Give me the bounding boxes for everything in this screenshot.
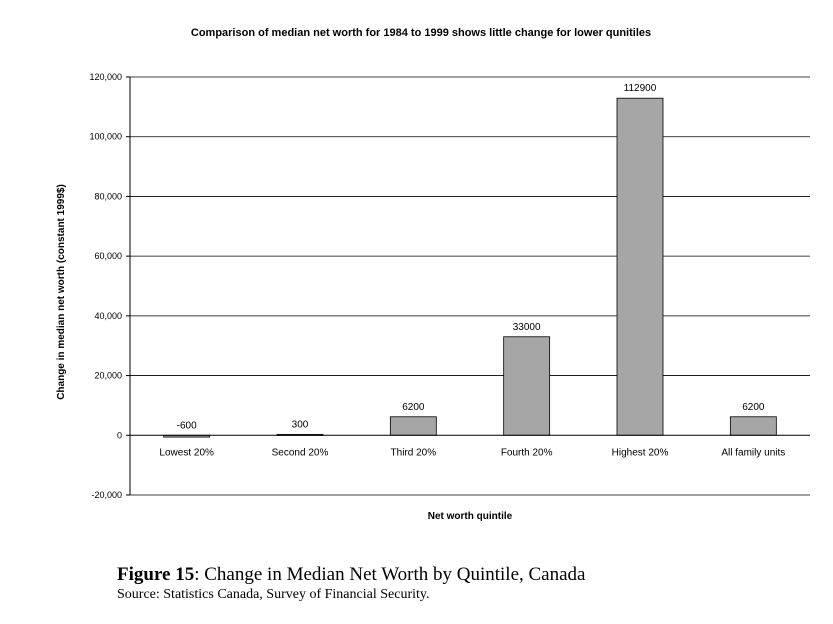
data-label: 33000 (512, 321, 541, 333)
x-tick-label: Fourth 20% (500, 447, 553, 459)
data-label: 6200 (402, 401, 425, 413)
x-tick-label: Third 20% (390, 447, 437, 459)
figure-caption (117, 564, 585, 604)
data-label: 300 (291, 419, 309, 431)
y-tick-label: 100,000 (89, 131, 122, 142)
y-tick-label: 60,000 (94, 251, 122, 262)
y-tick-label: 0 (116, 430, 122, 441)
x-axis-tick-labels (159, 447, 785, 458)
y-tick-label: 80,000 (94, 191, 122, 202)
bar (730, 417, 776, 436)
x-tick-label: Highest 20% (611, 447, 669, 459)
bar (617, 98, 663, 435)
bars (164, 98, 777, 437)
figure-source: Source: Statistics Canada, Survey of Financial Security. (117, 587, 430, 602)
x-tick-label: Second 20% (271, 447, 329, 459)
data-labels (177, 83, 765, 431)
bar (390, 417, 436, 436)
y-tick-label: 20,000 (94, 370, 122, 381)
x-tick-label: All family units (721, 447, 786, 459)
data-label: 112900 (623, 83, 657, 95)
y-axis-label: Change in median net worth (constant 1999$) (56, 184, 67, 400)
figure-label: Figure 15 (117, 564, 195, 585)
x-tick-label: Lowest 20% (159, 447, 214, 459)
chart-title: Comparison of median net worth for 1984 to 1999 shows little change for lower qunitiles (190, 27, 652, 39)
x-axis-label: Net worth quintile (427, 511, 513, 522)
gridlines (126, 77, 810, 495)
y-tick-label: -20,000 (91, 490, 122, 500)
figure-caption-text: : Change in Median Net Worth by Quintile, Canada (194, 564, 586, 585)
y-tick-label: 120,000 (89, 72, 122, 82)
y-axis-tick-labels (89, 72, 122, 500)
data-label: -600 (176, 420, 197, 432)
figure-caption-title (117, 564, 585, 586)
y-tick-label: 40,000 (94, 310, 122, 321)
bar (504, 337, 550, 436)
data-label: 6200 (742, 401, 765, 413)
